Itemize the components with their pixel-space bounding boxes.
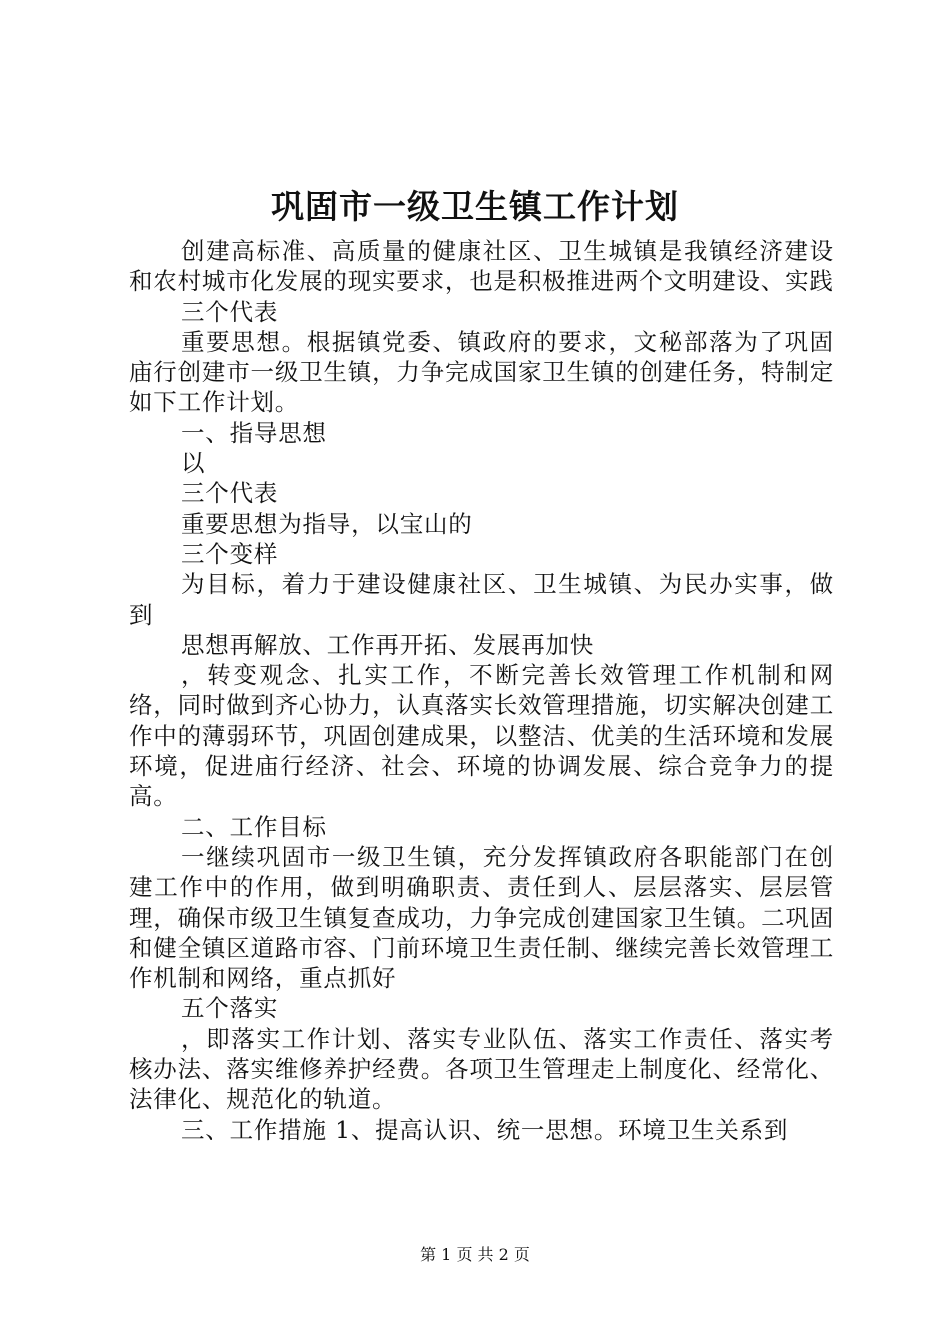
paragraph: 三个代表 [181,297,279,326]
paragraph: 一继续巩固市一级卫生镇，充分发挥镇政府各职能部门在创建工作中的作用，做到明确职责、责任到人、层层落实、层层管理，确保市级卫生镇复查成功，力争完成创建国家卫生镇。二巩固和健全镇区道路市容、门前环境卫生责任制、继续完善长效管理工作机制和网络，重点抓好 [129,842,834,993]
paragraph: 创建高标准、高质量的健康社区、卫生城镇是我镇经济建设和农村城市化发展的现实要求，也是积极推进两个文明建设、实践 [129,237,834,296]
section-heading: 二、工作目标 [181,812,327,841]
paragraph: 以 [181,449,206,478]
paragraph: 重要思想。根据镇党委、镇政府的要求，文秘部落为了巩固庙行创建市一级卫生镇，力争完成国家卫生镇的创建任务，特制定如下工作计划。 [129,327,834,417]
paragraph: ，转变观念、扎实工作，不断完善长效管理工作机制和网络，同时做到齐心协力，认真落实长效管理措施，切实解决创建工作中的薄弱环节，巩固创建成果，以整洁、优美的生活环境和发展环境，促进庙行经济、社会、环境的协调发展、综合竞争力的提高。 [129,661,834,811]
paragraph: ，即落实工作计划、落实专业队伍、落实工作责任、落实考核办法、落实维修养护经费。各项卫生管理走上制度化、经常化、法律化、规范化的轨道。 [129,1024,834,1114]
paragraph: 重要思想为指导，以宝山的 [181,509,473,538]
paragraph: 三个代表 [181,479,279,508]
document-title: 巩固市一级卫生镇工作计划 [271,187,679,226]
section-heading: 一、指导思想 [181,418,327,447]
paragraph: 五个落实 [181,994,279,1023]
paragraph: 为目标，着力于建设健康社区、卫生城镇、为民办实事，做到 [129,570,834,629]
paragraph: 三个变样 [181,539,279,568]
document-body [129,236,834,1145]
section-heading: 三、工作措施 1、提高认识、统一思想。环境卫生关系到 [181,1115,789,1144]
page-number-footer: 第 1 页 共 2 页 [420,1245,530,1264]
paragraph: 思想再解放、工作再开拓、发展再加快 [181,630,595,659]
